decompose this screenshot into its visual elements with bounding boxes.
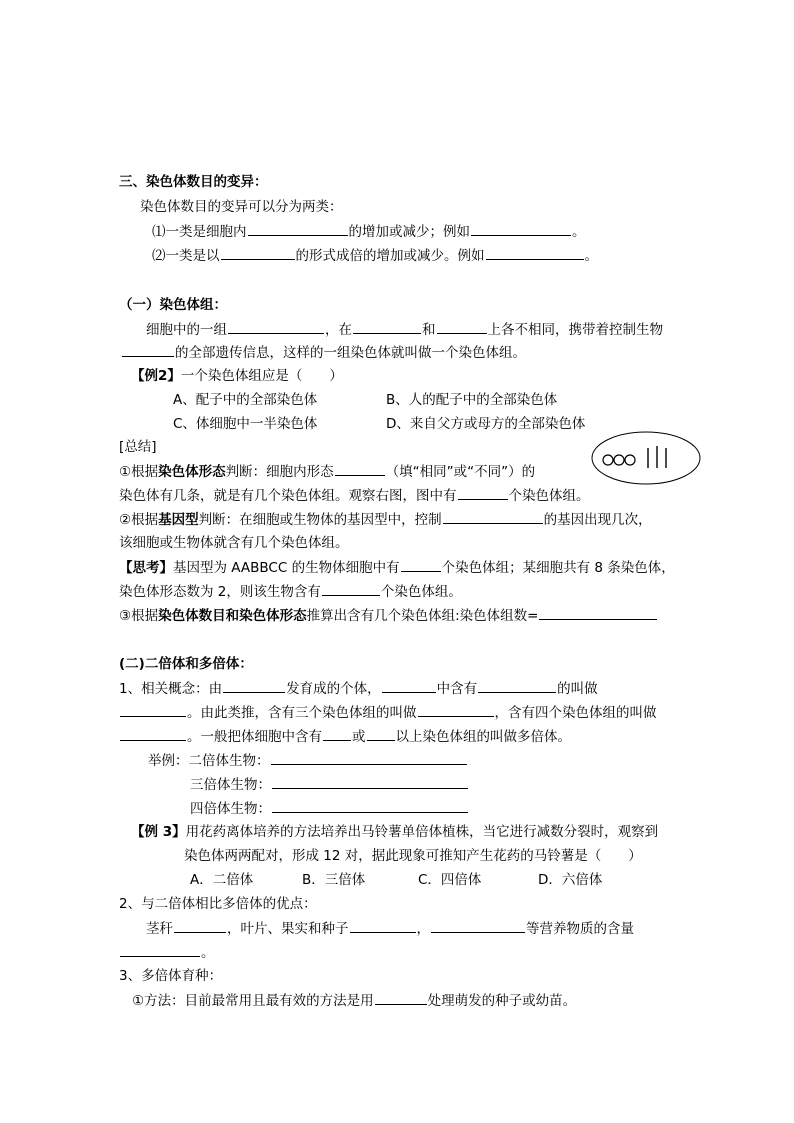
type-2-line: ⑵一类是以 的形式成倍的增加或减少。例如 。 xyxy=(152,245,598,266)
summary-label: [总结] xyxy=(119,439,157,455)
rule-2-line-2: 该细胞或生物体就含有几个染色体组。 xyxy=(119,535,349,551)
advantages-line-1: 茎秆 ，叶片、果实和种子 ， 等营养物质的含量 xyxy=(146,918,634,939)
rule-2-line-1: ②根据基因型判断：在细胞或生物体的基因型中，控制 的基因出现几次， xyxy=(119,509,652,530)
definition-line-1: 细胞中的一组 ，在 和 上各不相同，携带着控制生物 xyxy=(146,319,663,340)
example-diploid: 举例：二倍体生物： xyxy=(148,750,468,771)
type-1-line: ⑴一类是细胞内 的增加或减少；例如 。 xyxy=(152,221,586,242)
intro-text: 染色体数目的变异可以分为两类： xyxy=(140,199,343,215)
option-c: C、体细胞中一半染色体 xyxy=(173,416,318,432)
rule-1-line-2: 染色体有几条，就是有几个染色体组。观察右图，图中有 个染色体组。 xyxy=(119,485,590,506)
example-tetraploid: 四倍体生物： xyxy=(190,798,469,819)
option-d: D、来自父方或母方的全部染色体 xyxy=(386,416,586,432)
option-b: B、人的配子中的全部染色体 xyxy=(386,392,558,408)
rule-3-line: ③根据染色体数目和染色体形态推算出含有几个染色体组:染色体组数= xyxy=(119,605,658,626)
think-line-1: 【思考】基因型为 AABBCC 的生物体细胞中有 个染色体组；某细胞共有 8 条染色体， xyxy=(119,557,675,578)
example-3-line-1: 【例 3】用花药离体培养的方法培养出马铃薯单倍体植株，当它进行减数分裂时，观察到 xyxy=(131,824,659,840)
concept-line-1: 1、相关概念：由 发育成的个体， 中含有 的叫做 xyxy=(119,678,598,699)
concept-line-2: 。由此类推，含有三个染色体组的叫做 ，含有四个染色体组的叫做 xyxy=(119,702,657,723)
breeding-heading: 3、多倍体育种： xyxy=(119,968,223,984)
subsection-heading-2: (二)二倍体和多倍体： xyxy=(119,656,253,672)
example-3-line-2: 染色体两两配对，形成 12 对，据此现象可推知产生花药的马铃薯是（ ） xyxy=(184,848,642,864)
example-3-option-b: B．三倍体 xyxy=(302,872,366,888)
example-3-option-d: D．六倍体 xyxy=(538,872,603,888)
advantages-line-2: 。 xyxy=(119,942,215,963)
subsection-heading-1: （一）染色体组： xyxy=(119,297,227,313)
option-a: A、配子中的全部染色体 xyxy=(173,392,318,408)
advantages-heading: 2、与二倍体相比多倍体的优点： xyxy=(119,896,317,912)
concept-line-3: 。一般把体细胞中含有 或 以上染色体组的叫做多倍体。 xyxy=(119,726,571,747)
example-2: 【例2】一个染色体组应是（ ） xyxy=(131,368,343,384)
chromosome-diagram xyxy=(590,430,702,486)
definition-line-2: 的全部遗传信息，这样的一组染色体就叫做一个染色体组。 xyxy=(121,342,526,363)
think-line-2: 染色体形态数为 2，则该生物含有 个染色体组。 xyxy=(119,581,462,602)
section-heading-3: 三、染色体数目的变异： xyxy=(119,174,268,190)
example-3-option-a: A．二倍体 xyxy=(190,872,254,888)
rule-1-line-1: ①根据染色体形态判断：细胞内形态 （填“相同”或“不同”）的 xyxy=(119,461,535,482)
breeding-method: ①方法：目前最常用且最有效的方法是用 处理萌发的种子或幼苗。 xyxy=(132,990,576,1011)
example-3-option-c: C．四倍体 xyxy=(418,872,482,888)
example-triploid: 三倍体生物： xyxy=(190,774,469,795)
